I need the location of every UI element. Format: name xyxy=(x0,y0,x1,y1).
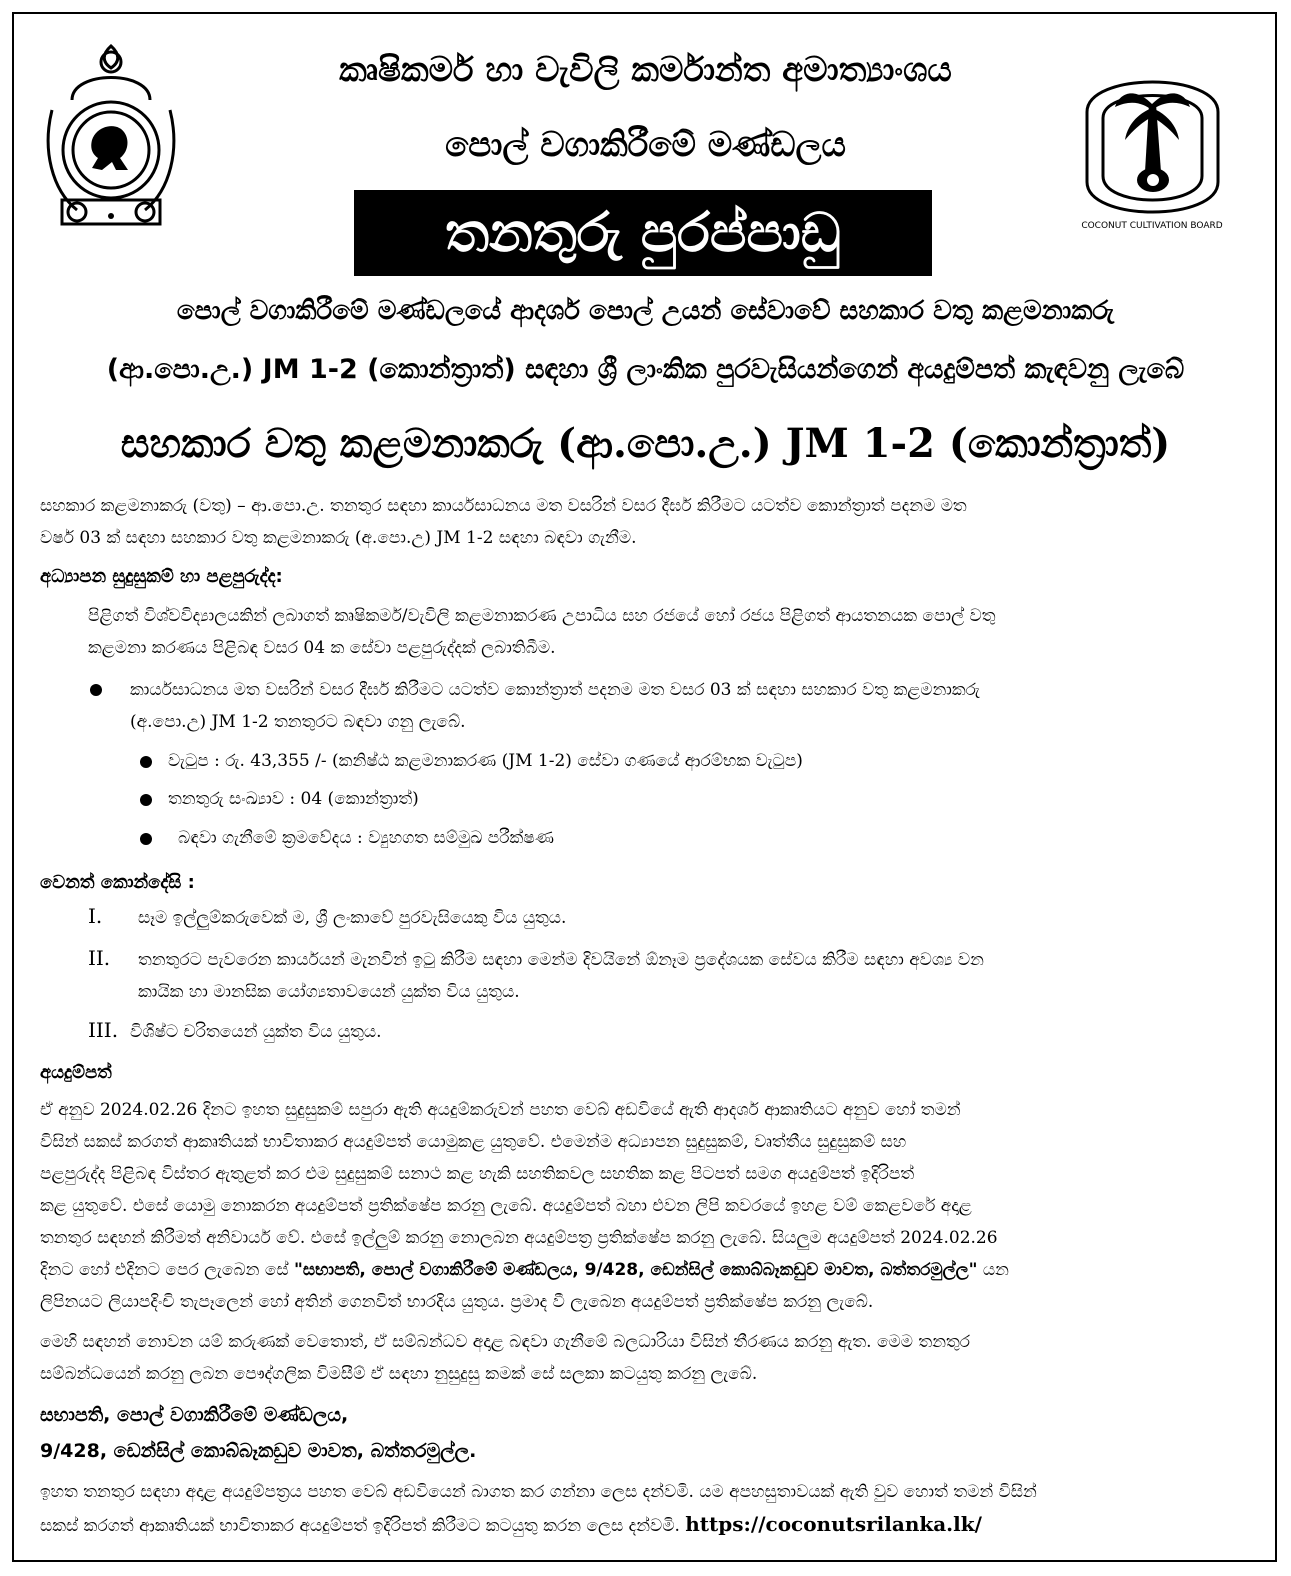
contract-bullet xyxy=(130,674,1250,738)
applications-line: පළපුරුද්ද පිළිබඳ විස්තර ඇතුළත් කර එම සුදුසුකම් සනාථ කළ හැකි සහතිකවල සහතික කළ පිටපත් සමග අයදුම්පත් ඉදිරිපත් xyxy=(40,1164,915,1184)
intro-line: සහකාර කළමනාකරු (වතු) – ආ.පො.උ. තනතුර සඳහා කාර්යසාධනය මත වසරින් වසර දීර්ඝ කිරීමට යටත්ව කොන්ත්‍රාත් පදනම මත xyxy=(40,496,967,516)
applications-heading: අයදුම්පත් xyxy=(40,1062,112,1083)
method-text: බඳවා ගැනීමේ ක්‍රමවේදය : ව්‍යුහගත සම්මුඛ පරීක්ෂණ xyxy=(178,828,554,848)
education-paragraph xyxy=(88,600,1250,664)
intro-line: වර්ෂ 03 ක් සඳහා සහකාර වතු කළමනාකරු (අ.පො.උ) JM 1-2 සඳහා බඳවා ගැනීම. xyxy=(40,528,637,548)
footer-paragraph xyxy=(40,1476,1250,1542)
vacancies-count-text: තනතුරු සංඛ්‍යාව : 04 (කොන්ත්‍රාත්) xyxy=(168,789,419,809)
contract-line: කාර්යසාධනය මත වසරින් වසර දීර්ඝ කිරීමට යටත්ව කොන්ත්‍රාත් පදනම මත වසර 03 ක් සඳහා සහකාර වතු කළමනාකරු xyxy=(130,680,980,700)
applications-line: තනතුර සඳහන් කිරීමත් අනිවාර්ය වේ. එසේ ඉල්ලුම් කරනු නොලබන අයදුම්පත්‍ර ප්‍රතික්ෂේප කරනු ලැබේ. සියලුම අයදුම්පත් 2024.02.26 xyxy=(40,1228,998,1248)
applications-line xyxy=(40,1254,1250,1286)
applications-line: කළ යුතුවේ. එසේ යොමු නොකරන අයදුම්පත් ප්‍රතික්ෂේප කරනු ලැබේ. අයදුම්පත් බහා එවන ලිපි කවරයේ ඉහළ වම් කෙළවරේ අදාළ xyxy=(40,1196,972,1216)
condition-text: විශිෂ්ට චරිතයෙන් යුක්ත විය යුතුය. xyxy=(130,1022,382,1042)
board-title: පොල් වගාකිරීමේ මණ්ඩලය xyxy=(445,125,846,165)
address-line-1: සභාපති, පොල් වගාකිරීමේ මණ්ඩලය, xyxy=(40,1404,349,1426)
subtitle-line-2: (ආ.පො.උ.) JM 1-2 (කොන්ත්‍රාත්) සඳහා ශ්‍රී ලාංකික පුරවැසියන්ගෙන් අයදුම්පත් කැඳවනු ලැබේ xyxy=(106,354,1185,385)
education-line: කළමනා කරණය පිළිබඳ වසර 04 ක සේවා පළපුරුද්දක් ලබාතිබීම. xyxy=(88,638,556,658)
condition-number: II. xyxy=(88,946,111,970)
intro-paragraph xyxy=(40,490,1250,554)
bullet-icon xyxy=(90,684,102,696)
applications-text: යන xyxy=(977,1260,1009,1280)
applications-paragraph xyxy=(40,1094,1250,1318)
notes-paragraph xyxy=(40,1326,1250,1390)
vacancies-banner: තනතුරු පුරප්පාඩු xyxy=(354,190,932,276)
condition-line: කායික හා මානසික යෝග්‍යතාවයෙන් යුක්ත විය යුතුය. xyxy=(138,982,520,1002)
post-title: සහකාර වතු කළමනාකරු (ආ.පො.උ.) JM 1-2 (කොන්ත්‍රාත්) xyxy=(120,420,1171,467)
conditions-heading: වෙනත් කොන්දේසි : xyxy=(40,872,195,893)
footer-line: ඉහත තනතුර සඳහා අදාළ අයදුම්පත්‍රය පහත වෙබ් අඩවියෙන් බාගත කර ගන්නා ලෙස දන්වමි. යම අපහසුතාවයක් ඇති වුව හොත් තමන් විසින් xyxy=(40,1482,1037,1502)
applications-line: විසින් සකස් කරගත් ආකෘතියක් භාවිතාකර අයදුම්පත් යොමුකළ යුතුවේ. එමෙන්ම අධ්‍යාපන සුදුසුකම්, වෘත්තීය සුදුසුකම් සහ xyxy=(40,1132,907,1152)
bullet-icon xyxy=(140,833,152,845)
bullet-icon xyxy=(140,756,152,768)
ministry-title: කෘෂිකර්ම හා වැවිලි කර්මාන්ත අමාත්‍යාංශය xyxy=(339,50,952,90)
salary-text: වැටුප : රු. 43,355 /- (කනිෂ්ඨ කළමනාකරණ (JM 1-2) සේවා ගණයේ ආරම්භක වැටුප) xyxy=(168,751,803,771)
logo-right-text: COCONUT CULTIVATION BOARD xyxy=(1081,221,1223,231)
applications-line: ඒ අනුව 2024.02.26 දිනට ඉහත සුදුසුකම් සපුරා ඇති අයදුම්කරුවන් පහත වෙබ් අඩවියේ ඇති ආදර්ශ ආකෘතියට අනුව හෝ තමන් xyxy=(40,1100,961,1120)
education-heading: අධ්‍යාපන සුදුසුකම් හා පළපුරුද්ද: xyxy=(40,566,283,587)
bullet-icon xyxy=(140,794,152,806)
contract-line: (අ.පො.උ) JM 1-2 තනතුරට බඳවා ගනු ලැබේ. xyxy=(130,712,466,732)
website-link[interactable]: https://coconutsrilanka.lk/ xyxy=(685,1512,982,1536)
condition-number: III. xyxy=(88,1018,119,1042)
footer-text: සකස් කරගත් ආකෘතියක් භාවිතාකර අයදුම්පත් ඉදිරිපත් කිරීමට කටයුතු කරන ලෙස දන්වමි. xyxy=(40,1516,686,1536)
subtitle-line-1: පොල් වගාකිරීමේ මණ්ඩලයේ ආදර්ශ පොල් උයන් සේවාවේ සහකාර වතු කළමනාකරු xyxy=(176,296,1115,326)
applications-line: ලිපිනයට ලියාපදිංචි තැපෑලෙන් හෝ අතින් ගෙනවිත් භාරදිය යුතුය. ප්‍රමාද වී ලැබෙන අයදුම්පත් ප්‍රතික්ෂේප කරනු ලැබේ. xyxy=(40,1292,874,1312)
condition-text xyxy=(138,944,1250,1008)
footer-line xyxy=(40,1508,1250,1542)
applications-text: දිනට හෝ එදිනට පෙර ලැබෙන සේ xyxy=(40,1260,295,1280)
notes-line: සම්බන්ධයෙන් කරනු ලබන පෞද්ගලික විමසීම් ඒ සඳහා නුසුදුසු කමක් සේ සලකා කටයුතු කරනු ලැබේ. xyxy=(40,1364,758,1384)
condition-line: තනතුරට පැවරෙන කාර්යයන් මැනවින් ඉටු කිරීම සඳහා මෙන්ම දිවයිනේ ඕනෑම ප්‍රදේශයක සේවය කිරීම සඳහා අවශ්‍ය වන xyxy=(138,950,984,970)
address-line-2: 9/428, ඩෙන්සිල් කොබ්බෑකඩුව මාවත, බත්තරමුල්ල. xyxy=(40,1440,477,1462)
submission-address: "සභාපති, පොල් වගාකිරීමේ මණ්ඩලය, 9/428, ඩෙන්සිල් කොබ්බෑකඩුව මාවත, බත්තරමුල්ල" xyxy=(294,1260,978,1280)
notes-line: මෙහි සඳහන් නොවන යම් කරුණක් වෙතොත්, ඒ සම්බන්ධව අදාළ බඳවා ගැනීමේ බලධාරියා විසින් තීරණය කරනු ඇත. මෙම තනතුර xyxy=(40,1332,971,1352)
education-line: පිළිගත් විශ්වවිද්‍යාලයකින් ලබාගත් කෘෂිකර්ම/වැවිලි කළමනාකරණ උපාධිය සහ රජයේ හෝ රජය පිළිගත් ආයතනයක පොල් වතු xyxy=(88,606,996,626)
condition-number: I. xyxy=(88,904,103,928)
condition-text: සෑම ඉල්ලුම්කරුවෙක් ම, ශ්‍රී ලංකාවේ පුරවැසියෙකු විය යුතුය. xyxy=(138,908,567,928)
